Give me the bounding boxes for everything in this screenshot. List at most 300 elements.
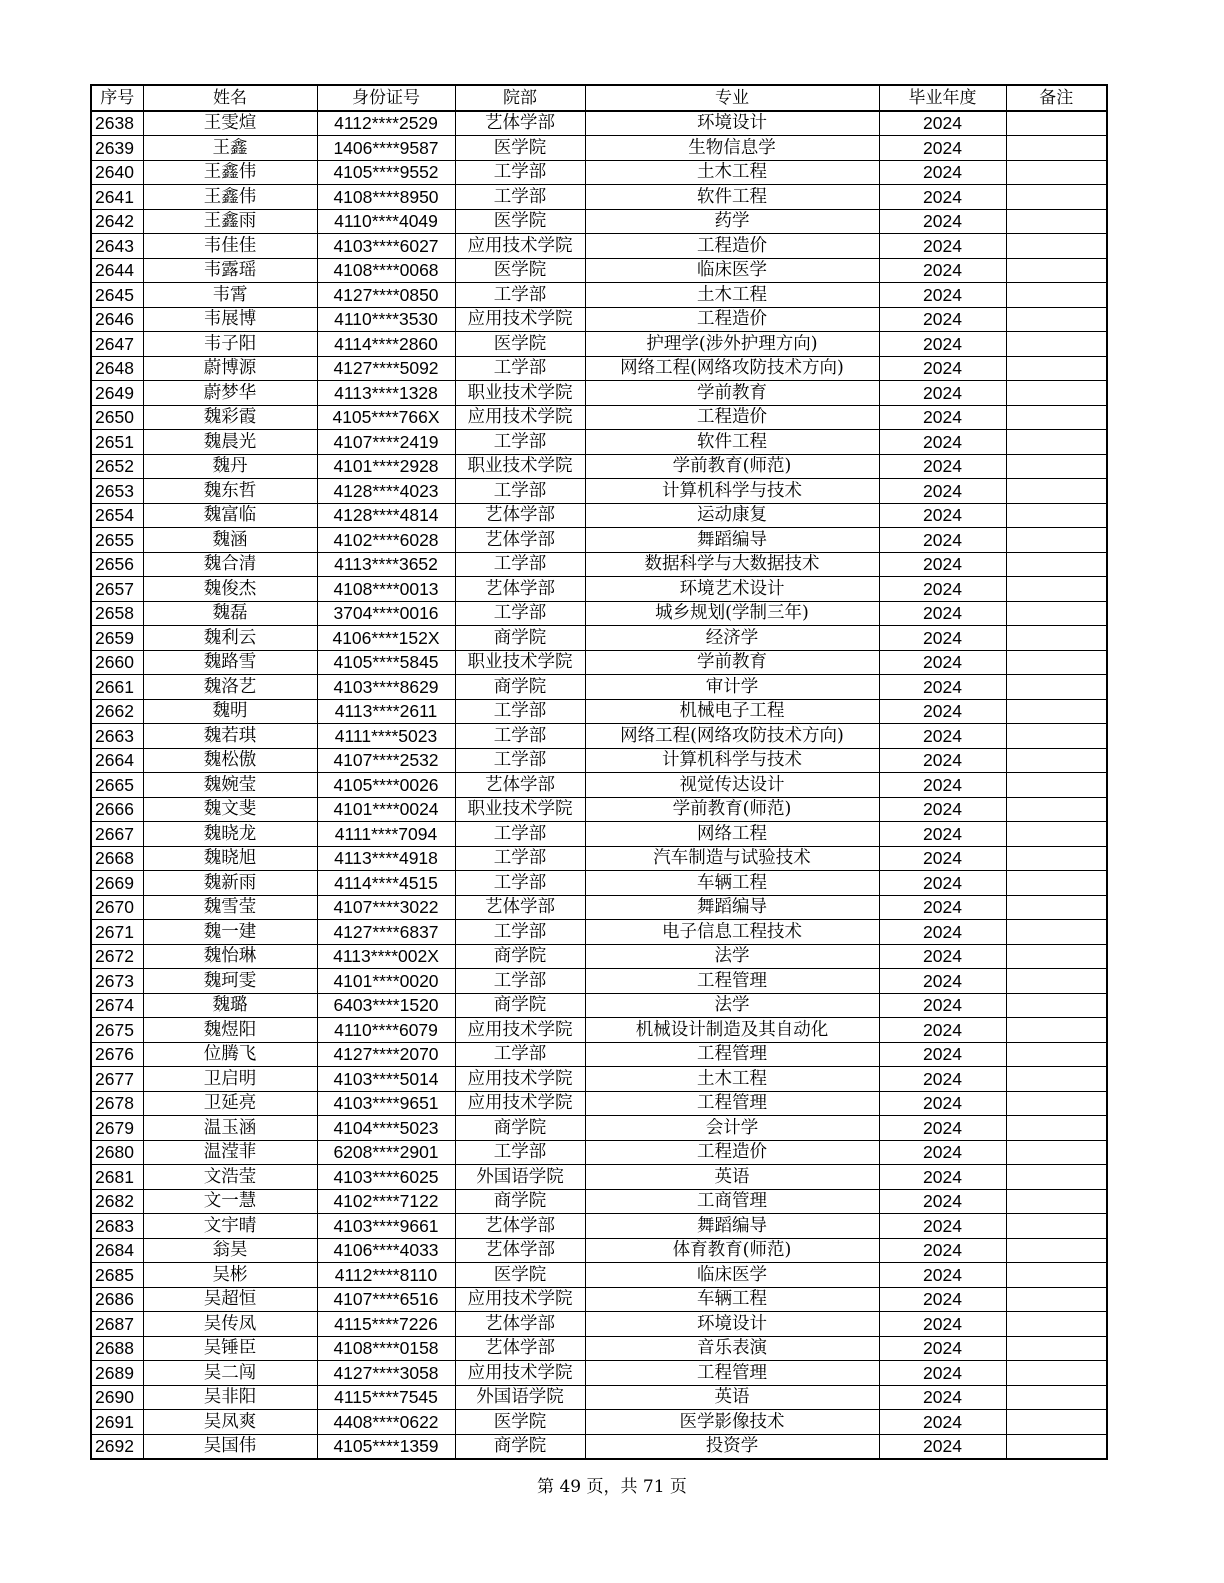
table-row <box>91 1042 1107 1067</box>
cell-remarks <box>1006 381 1107 406</box>
cell-name: 文浩莹 <box>143 1165 317 1190</box>
cell-graduation-year: 2024 <box>879 650 1006 675</box>
cell-graduation-year: 2024 <box>879 1214 1006 1239</box>
cell-graduation-year: 2024 <box>879 773 1006 798</box>
cell-seq: 2666 <box>91 797 143 822</box>
cell-department: 艺体学部 <box>455 528 585 553</box>
cell-department: 职业技术学院 <box>455 381 585 406</box>
table-row <box>91 552 1107 577</box>
cell-name: 吴超恒 <box>143 1287 317 1312</box>
cell-remarks <box>1006 209 1107 234</box>
table-row <box>91 1336 1107 1361</box>
cell-seq: 2692 <box>91 1434 143 1459</box>
cell-id-number: 4108****0013 <box>317 577 455 602</box>
cell-department: 工学部 <box>455 699 585 724</box>
cell-graduation-year: 2024 <box>879 454 1006 479</box>
table-row <box>91 479 1107 504</box>
cell-major: 网络工程(网络攻防技术方向) <box>585 724 879 749</box>
cell-remarks <box>1006 822 1107 847</box>
cell-remarks <box>1006 1336 1107 1361</box>
cell-id-number: 4127****6837 <box>317 920 455 945</box>
cell-major: 土木工程 <box>585 160 879 185</box>
cell-seq: 2653 <box>91 479 143 504</box>
cell-name: 吴凤爽 <box>143 1410 317 1435</box>
cell-department: 工学部 <box>455 846 585 871</box>
cell-major: 舞蹈编导 <box>585 895 879 920</box>
cell-department: 商学院 <box>455 1116 585 1141</box>
cell-graduation-year: 2024 <box>879 1410 1006 1435</box>
cell-graduation-year: 2024 <box>879 895 1006 920</box>
cell-seq: 2648 <box>91 356 143 381</box>
cell-major: 工程管理 <box>585 969 879 994</box>
cell-id-number: 4115****7226 <box>317 1312 455 1337</box>
cell-name: 魏松傲 <box>143 748 317 773</box>
cell-major: 工程造价 <box>585 307 879 332</box>
cell-seq: 2688 <box>91 1336 143 1361</box>
cell-major: 工程造价 <box>585 405 879 430</box>
cell-major: 数据科学与大数据技术 <box>585 552 879 577</box>
cell-seq: 2652 <box>91 454 143 479</box>
cell-graduation-year: 2024 <box>879 846 1006 871</box>
cell-id-number: 4108****0068 <box>317 258 455 283</box>
cell-name: 魏怡琳 <box>143 944 317 969</box>
cell-remarks <box>1006 307 1107 332</box>
table-row <box>91 895 1107 920</box>
cell-seq: 2691 <box>91 1410 143 1435</box>
cell-remarks <box>1006 895 1107 920</box>
cell-department: 工学部 <box>455 822 585 847</box>
cell-remarks <box>1006 1116 1107 1141</box>
cell-id-number: 4127****2070 <box>317 1042 455 1067</box>
cell-major: 城乡规划(学制三年) <box>585 601 879 626</box>
cell-id-number: 4103****6027 <box>317 234 455 259</box>
cell-id-number: 4103****5014 <box>317 1067 455 1092</box>
cell-remarks <box>1006 1238 1107 1263</box>
cell-name: 蔚梦华 <box>143 381 317 406</box>
cell-id-number: 1406****9587 <box>317 136 455 161</box>
cell-department: 职业技术学院 <box>455 797 585 822</box>
cell-remarks <box>1006 1018 1107 1043</box>
cell-graduation-year: 2024 <box>879 1312 1006 1337</box>
cell-seq: 2675 <box>91 1018 143 1043</box>
cell-major: 投资学 <box>585 1434 879 1459</box>
cell-department: 商学院 <box>455 993 585 1018</box>
cell-graduation-year: 2024 <box>879 993 1006 1018</box>
cell-major: 舞蹈编导 <box>585 1214 879 1239</box>
cell-name: 魏东哲 <box>143 479 317 504</box>
cell-major: 工程管理 <box>585 1361 879 1386</box>
cell-id-number: 4107****6516 <box>317 1287 455 1312</box>
cell-remarks <box>1006 454 1107 479</box>
cell-major: 电子信息工程技术 <box>585 920 879 945</box>
table-row <box>91 1238 1107 1263</box>
cell-remarks <box>1006 528 1107 553</box>
cell-name: 魏晨光 <box>143 430 317 455</box>
cell-name: 韦展博 <box>143 307 317 332</box>
cell-major: 学前教育 <box>585 381 879 406</box>
cell-remarks <box>1006 258 1107 283</box>
cell-department: 艺体学部 <box>455 503 585 528</box>
table-row <box>91 601 1107 626</box>
cell-name: 位腾飞 <box>143 1042 317 1067</box>
cell-department: 工学部 <box>455 160 585 185</box>
cell-graduation-year: 2024 <box>879 136 1006 161</box>
table-row <box>91 356 1107 381</box>
cell-id-number: 4105****5845 <box>317 650 455 675</box>
table-row <box>91 405 1107 430</box>
cell-id-number: 6208****2901 <box>317 1140 455 1165</box>
cell-remarks <box>1006 479 1107 504</box>
cell-graduation-year: 2024 <box>879 185 1006 210</box>
cell-department: 医学院 <box>455 136 585 161</box>
cell-graduation-year: 2024 <box>879 332 1006 357</box>
cell-major: 音乐表演 <box>585 1336 879 1361</box>
cell-remarks <box>1006 601 1107 626</box>
cell-seq: 2680 <box>91 1140 143 1165</box>
cell-major: 软件工程 <box>585 430 879 455</box>
cell-major: 土木工程 <box>585 283 879 308</box>
header-id-number: 身份证号 <box>317 85 455 111</box>
cell-seq: 2674 <box>91 993 143 1018</box>
cell-major: 经济学 <box>585 626 879 651</box>
cell-department: 应用技术学院 <box>455 1018 585 1043</box>
cell-major: 医学影像技术 <box>585 1410 879 1435</box>
cell-name: 魏晓龙 <box>143 822 317 847</box>
cell-graduation-year: 2024 <box>879 111 1006 136</box>
cell-id-number: 4127****0850 <box>317 283 455 308</box>
cell-id-number: 4113****002X <box>317 944 455 969</box>
table-row <box>91 626 1107 651</box>
cell-id-number: 4115****7545 <box>317 1385 455 1410</box>
cell-name: 吴非阳 <box>143 1385 317 1410</box>
cell-major: 审计学 <box>585 675 879 700</box>
cell-name: 魏合清 <box>143 552 317 577</box>
table-row <box>91 1067 1107 1092</box>
table-row <box>91 650 1107 675</box>
cell-name: 魏婉莹 <box>143 773 317 798</box>
cell-graduation-year: 2024 <box>879 1336 1006 1361</box>
cell-graduation-year: 2024 <box>879 160 1006 185</box>
cell-seq: 2660 <box>91 650 143 675</box>
cell-id-number: 4111****5023 <box>317 724 455 749</box>
cell-graduation-year: 2024 <box>879 920 1006 945</box>
cell-graduation-year: 2024 <box>879 1434 1006 1459</box>
table-row <box>91 969 1107 994</box>
cell-department: 职业技术学院 <box>455 454 585 479</box>
cell-name: 魏洛艺 <box>143 675 317 700</box>
cell-major: 环境艺术设计 <box>585 577 879 602</box>
cell-major: 土木工程 <box>585 1067 879 1092</box>
cell-graduation-year: 2024 <box>879 356 1006 381</box>
graduate-list-table <box>90 84 1108 1460</box>
cell-name: 魏珂雯 <box>143 969 317 994</box>
cell-department: 工学部 <box>455 920 585 945</box>
cell-id-number: 4103****6025 <box>317 1165 455 1190</box>
cell-major: 体育教育(师范) <box>585 1238 879 1263</box>
cell-major: 车辆工程 <box>585 1287 879 1312</box>
cell-seq: 2670 <box>91 895 143 920</box>
cell-id-number: 4101****2928 <box>317 454 455 479</box>
cell-seq: 2639 <box>91 136 143 161</box>
table-row <box>91 1312 1107 1337</box>
cell-name: 魏路雪 <box>143 650 317 675</box>
cell-seq: 2656 <box>91 552 143 577</box>
cell-id-number: 4113****1328 <box>317 381 455 406</box>
cell-department: 工学部 <box>455 185 585 210</box>
cell-name: 王雯煊 <box>143 111 317 136</box>
cell-graduation-year: 2024 <box>879 626 1006 651</box>
cell-remarks <box>1006 1361 1107 1386</box>
cell-seq: 2644 <box>91 258 143 283</box>
cell-major: 汽车制造与试验技术 <box>585 846 879 871</box>
cell-name: 翁昊 <box>143 1238 317 1263</box>
cell-id-number: 4103****9661 <box>317 1214 455 1239</box>
cell-id-number: 4112****8110 <box>317 1263 455 1288</box>
cell-graduation-year: 2024 <box>879 748 1006 773</box>
table-row <box>91 1165 1107 1190</box>
cell-major: 工商管理 <box>585 1189 879 1214</box>
cell-department: 商学院 <box>455 675 585 700</box>
cell-major: 临床医学 <box>585 258 879 283</box>
cell-name: 魏涵 <box>143 528 317 553</box>
cell-name: 韦佳佳 <box>143 234 317 259</box>
cell-seq: 2663 <box>91 724 143 749</box>
cell-seq: 2681 <box>91 1165 143 1190</box>
cell-name: 吴锤臣 <box>143 1336 317 1361</box>
cell-department: 工学部 <box>455 1140 585 1165</box>
header-graduation-year: 毕业年度 <box>879 85 1006 111</box>
cell-remarks <box>1006 577 1107 602</box>
table-row <box>91 993 1107 1018</box>
cell-remarks <box>1006 1312 1107 1337</box>
cell-graduation-year: 2024 <box>879 430 1006 455</box>
cell-seq: 2654 <box>91 503 143 528</box>
cell-name: 魏俊杰 <box>143 577 317 602</box>
cell-major: 生物信息学 <box>585 136 879 161</box>
table-row <box>91 1189 1107 1214</box>
cell-major: 计算机科学与技术 <box>585 479 879 504</box>
table-body <box>91 111 1107 1460</box>
cell-department: 商学院 <box>455 626 585 651</box>
cell-name: 魏丹 <box>143 454 317 479</box>
header-remarks: 备注 <box>1006 85 1107 111</box>
cell-id-number: 4108****0158 <box>317 1336 455 1361</box>
cell-department: 艺体学部 <box>455 1312 585 1337</box>
cell-graduation-year: 2024 <box>879 307 1006 332</box>
cell-remarks <box>1006 1165 1107 1190</box>
cell-name: 王鑫伟 <box>143 185 317 210</box>
cell-seq: 2673 <box>91 969 143 994</box>
cell-id-number: 4102****6028 <box>317 528 455 553</box>
cell-major: 机械电子工程 <box>585 699 879 724</box>
cell-seq: 2641 <box>91 185 143 210</box>
cell-major: 工程管理 <box>585 1091 879 1116</box>
cell-seq: 2690 <box>91 1385 143 1410</box>
cell-seq: 2647 <box>91 332 143 357</box>
cell-graduation-year: 2024 <box>879 969 1006 994</box>
cell-remarks <box>1006 724 1107 749</box>
cell-major: 运动康复 <box>585 503 879 528</box>
cell-seq: 2667 <box>91 822 143 847</box>
cell-id-number: 4101****0020 <box>317 969 455 994</box>
table-row <box>91 1018 1107 1043</box>
cell-name: 魏煜阳 <box>143 1018 317 1043</box>
cell-remarks <box>1006 234 1107 259</box>
table-row <box>91 1287 1107 1312</box>
cell-remarks <box>1006 1287 1107 1312</box>
cell-graduation-year: 2024 <box>879 528 1006 553</box>
cell-graduation-year: 2024 <box>879 724 1006 749</box>
cell-major: 药学 <box>585 209 879 234</box>
cell-id-number: 4105****0026 <box>317 773 455 798</box>
table-row <box>91 699 1107 724</box>
cell-graduation-year: 2024 <box>879 503 1006 528</box>
table-row <box>91 675 1107 700</box>
cell-seq: 2686 <box>91 1287 143 1312</box>
cell-seq: 2685 <box>91 1263 143 1288</box>
cell-graduation-year: 2024 <box>879 1263 1006 1288</box>
cell-department: 工学部 <box>455 724 585 749</box>
cell-seq: 2651 <box>91 430 143 455</box>
cell-seq: 2650 <box>91 405 143 430</box>
cell-graduation-year: 2024 <box>879 1238 1006 1263</box>
cell-name: 王鑫 <box>143 136 317 161</box>
cell-department: 医学院 <box>455 209 585 234</box>
cell-department: 艺体学部 <box>455 895 585 920</box>
cell-graduation-year: 2024 <box>879 1385 1006 1410</box>
cell-seq: 2683 <box>91 1214 143 1239</box>
table-row <box>91 160 1107 185</box>
table-row <box>91 577 1107 602</box>
cell-graduation-year: 2024 <box>879 1189 1006 1214</box>
table-row <box>91 1361 1107 1386</box>
cell-department: 职业技术学院 <box>455 650 585 675</box>
table-row <box>91 1091 1107 1116</box>
cell-department: 应用技术学院 <box>455 234 585 259</box>
cell-name: 卫启明 <box>143 1067 317 1092</box>
table-row <box>91 944 1107 969</box>
table-row <box>91 528 1107 553</box>
cell-graduation-year: 2024 <box>879 381 1006 406</box>
cell-department: 医学院 <box>455 1410 585 1435</box>
cell-remarks <box>1006 944 1107 969</box>
cell-department: 艺体学部 <box>455 773 585 798</box>
cell-major: 学前教育(师范) <box>585 454 879 479</box>
page-number: 第 49 页，共 71 页 <box>537 1477 687 1497</box>
cell-remarks <box>1006 1140 1107 1165</box>
cell-name: 魏晓旭 <box>143 846 317 871</box>
cell-graduation-year: 2024 <box>879 258 1006 283</box>
cell-major: 法学 <box>585 993 879 1018</box>
cell-name: 魏一建 <box>143 920 317 945</box>
cell-department: 医学院 <box>455 332 585 357</box>
cell-seq: 2646 <box>91 307 143 332</box>
cell-id-number: 4408****0622 <box>317 1410 455 1435</box>
cell-name: 魏彩霞 <box>143 405 317 430</box>
cell-id-number: 4103****9651 <box>317 1091 455 1116</box>
cell-graduation-year: 2024 <box>879 577 1006 602</box>
cell-name: 温玉涵 <box>143 1116 317 1141</box>
cell-seq: 2678 <box>91 1091 143 1116</box>
cell-seq: 2671 <box>91 920 143 945</box>
cell-remarks <box>1006 626 1107 651</box>
cell-id-number: 4127****5092 <box>317 356 455 381</box>
cell-seq: 2638 <box>91 111 143 136</box>
cell-graduation-year: 2024 <box>879 944 1006 969</box>
cell-department: 工学部 <box>455 356 585 381</box>
cell-name: 温滢菲 <box>143 1140 317 1165</box>
cell-graduation-year: 2024 <box>879 1361 1006 1386</box>
cell-seq: 2655 <box>91 528 143 553</box>
cell-major: 机械设计制造及其自动化 <box>585 1018 879 1043</box>
cell-graduation-year: 2024 <box>879 1287 1006 1312</box>
cell-department: 艺体学部 <box>455 577 585 602</box>
cell-id-number: 4101****0024 <box>317 797 455 822</box>
cell-remarks <box>1006 1434 1107 1459</box>
cell-seq: 2649 <box>91 381 143 406</box>
cell-graduation-year: 2024 <box>879 479 1006 504</box>
cell-department: 艺体学部 <box>455 111 585 136</box>
table-row <box>91 920 1107 945</box>
cell-remarks <box>1006 1410 1107 1435</box>
cell-remarks <box>1006 185 1107 210</box>
table-row <box>91 846 1107 871</box>
header-major: 专业 <box>585 85 879 111</box>
cell-id-number: 4103****8629 <box>317 675 455 700</box>
cell-seq: 2665 <box>91 773 143 798</box>
table-row <box>91 1410 1107 1435</box>
cell-seq: 2677 <box>91 1067 143 1092</box>
cell-department: 医学院 <box>455 258 585 283</box>
cell-remarks <box>1006 920 1107 945</box>
cell-name: 蔚博源 <box>143 356 317 381</box>
cell-name: 魏富临 <box>143 503 317 528</box>
cell-id-number: 4105****766X <box>317 405 455 430</box>
cell-remarks <box>1006 797 1107 822</box>
cell-id-number: 4108****8950 <box>317 185 455 210</box>
cell-department: 工学部 <box>455 969 585 994</box>
table-row <box>91 209 1107 234</box>
cell-graduation-year: 2024 <box>879 1165 1006 1190</box>
cell-seq: 2659 <box>91 626 143 651</box>
cell-id-number: 4106****152X <box>317 626 455 651</box>
cell-remarks <box>1006 748 1107 773</box>
cell-major: 网络工程(网络攻防技术方向) <box>585 356 879 381</box>
cell-seq: 2672 <box>91 944 143 969</box>
cell-department: 艺体学部 <box>455 1214 585 1239</box>
cell-major: 学前教育(师范) <box>585 797 879 822</box>
cell-remarks <box>1006 846 1107 871</box>
cell-department: 艺体学部 <box>455 1238 585 1263</box>
cell-department: 医学院 <box>455 1263 585 1288</box>
cell-remarks <box>1006 430 1107 455</box>
cell-department: 工学部 <box>455 1042 585 1067</box>
cell-graduation-year: 2024 <box>879 675 1006 700</box>
cell-graduation-year: 2024 <box>879 822 1006 847</box>
cell-id-number: 4110****3530 <box>317 307 455 332</box>
table-row <box>91 822 1107 847</box>
cell-department: 工学部 <box>455 430 585 455</box>
cell-id-number: 4128****4023 <box>317 479 455 504</box>
cell-seq: 2664 <box>91 748 143 773</box>
cell-department: 工学部 <box>455 748 585 773</box>
cell-remarks <box>1006 871 1107 896</box>
cell-id-number: 6403****1520 <box>317 993 455 1018</box>
cell-department: 艺体学部 <box>455 1336 585 1361</box>
cell-seq: 2661 <box>91 675 143 700</box>
table-row <box>91 381 1107 406</box>
cell-id-number: 4107****2532 <box>317 748 455 773</box>
